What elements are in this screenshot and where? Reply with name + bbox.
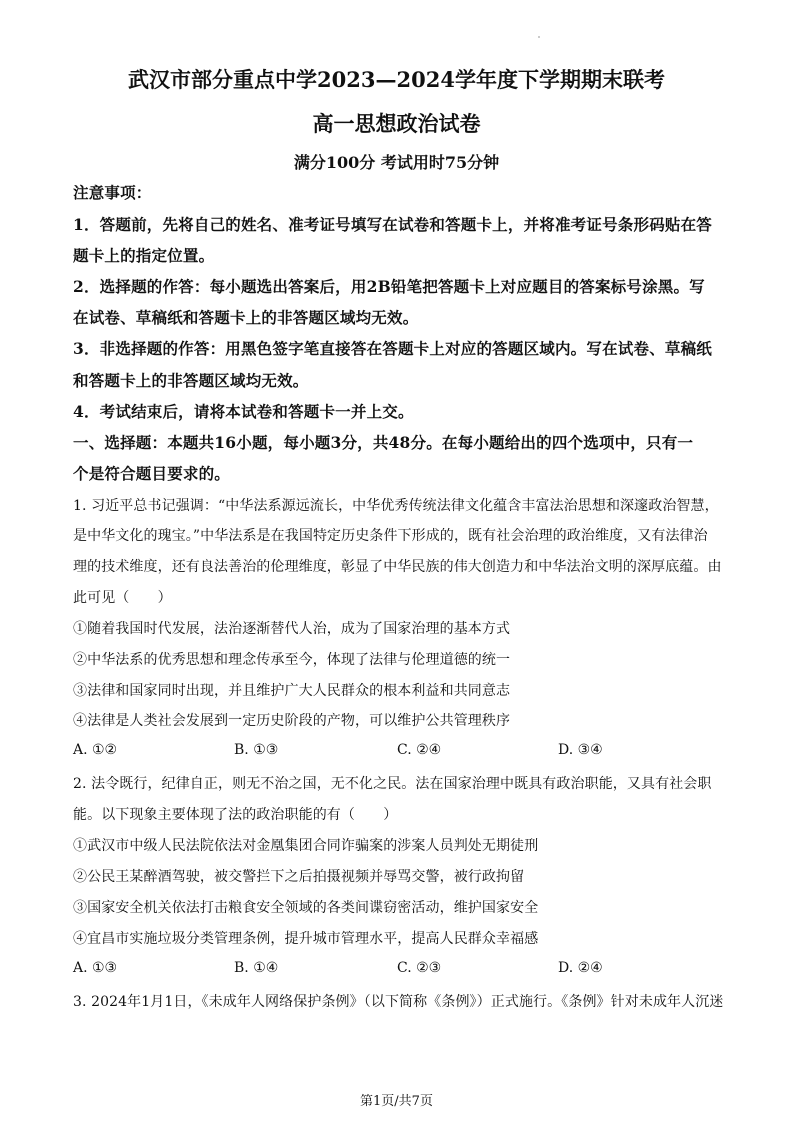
- q2-option-a: A. ①③: [73, 960, 118, 976]
- q2-option-b: B. ①④: [234, 960, 279, 976]
- q2-item: ③国家安全机关依法打击粮食安全领域的各类间谍窃密活动，维护国家安全: [73, 900, 539, 916]
- q2-stem-line: 2. 法令既行，纪律自正，则无不治之国，无不化之民。法在国家治理中既具有政治职能，又具有社会职: [73, 776, 712, 792]
- q3-stem-line: 3. 2024年1月1日，《未成年人网络保护条例》（以下简称《条例》）正式施行。《条例》针对未成年人沉迷: [73, 994, 724, 1010]
- q1-stem-line: 理的技术维度，还有良法善治的伦理维度，彰显了中华民族的伟大创造力和中华法治文明的深厚底蕴。由: [73, 559, 722, 575]
- q1-stem-line: 是中华文化的瑰宝。”中华法系是在我国特定历史条件下形成的，既有社会治理的政治维度，又有法律治: [73, 528, 708, 544]
- exam-meta: 满分100分 考试用时75分钟: [293, 153, 500, 172]
- q2-option-d: D. ②④: [558, 960, 603, 976]
- notice-line: 4．考试结束后，请将本试卷和答题卡一并上交。: [73, 402, 414, 421]
- page-number: 第1页/共7页: [360, 1094, 433, 1109]
- exam-subtitle: 高一思想政治试卷: [312, 111, 481, 136]
- q1-option-a: A. ①②: [73, 742, 118, 758]
- scan-speck: [538, 36, 540, 38]
- q1-item: ①随着我国时代发展，法治逐渐替代人治，成为了国家治理的基本方式: [73, 621, 511, 637]
- q2-stem-line: 能。以下现象主要体现了法的政治职能的有（ ）: [73, 807, 398, 823]
- q1-option-c: C. ②④: [397, 742, 442, 758]
- q1-stem-line: 此可见（ ）: [73, 590, 172, 606]
- notice-line: 1．答题前，先将自己的姓名、准考证号填写在试卷和答题卡上，并将准考证号条形码贴在答: [73, 215, 712, 234]
- q1-option-d: D. ③④: [558, 742, 603, 758]
- section-heading: 一、选择题：本题共16小题，每小题3分，共48分。在每小题给出的四个选项中，只有一: [73, 433, 694, 452]
- notice-line: 在试卷、草稿纸和答题卡上的非答题区域均无效。: [73, 308, 419, 327]
- notice-heading: 注意事项：: [73, 183, 152, 202]
- q2-option-c: C. ②③: [397, 960, 442, 976]
- q1-item: ④法律是人类社会发展到一定历史阶段的产物，可以维护公共管理秩序: [73, 713, 511, 729]
- q1-option-b: B. ①③: [234, 742, 279, 758]
- q1-item: ②中华法系的优秀思想和理念传承至今，体现了法律与伦理道德的统一: [73, 652, 511, 668]
- q2-item: ①武汉市中级人民法院依法对金凰集团合同诈骗案的涉案人员判处无期徒刑: [73, 838, 539, 854]
- exam-title: 武汉市部分重点中学2023—2024学年度下学期期末联考: [128, 67, 665, 92]
- notice-line: 3．非选择题的作答：用黑色签字笔直接答在答题卡上对应的答题区域内。写在试卷、草稿纸: [73, 339, 712, 358]
- q1-item: ③法律和国家同时出现，并且维护广大人民群众的根本利益和共同意志: [73, 683, 511, 699]
- section-heading-cont: 个是符合题目要求的。: [73, 464, 231, 483]
- notice-line: 和答题卡上的非答题区域均无效。: [73, 371, 309, 390]
- q2-item: ④宜昌市实施垃圾分类管理条例，提升城市管理水平，提高人民群众幸福感: [73, 931, 539, 947]
- q2-item: ②公民王某醉酒驾驶，被交警拦下之后拍摄视频并辱骂交警，被行政拘留: [73, 869, 525, 885]
- q1-stem-line: 1. 习近平总书记强调：“中华法系源远流长，中华优秀传统法律文化蕴含丰富法治思想和深邃政治智慧，: [73, 498, 719, 514]
- notice-line: 2．选择题的作答：每小题选出答案后，用2B铅笔把答题卡上对应题目的答案标号涂黑。写: [73, 277, 705, 296]
- notice-line: 题卡上的指定位置。: [73, 246, 215, 265]
